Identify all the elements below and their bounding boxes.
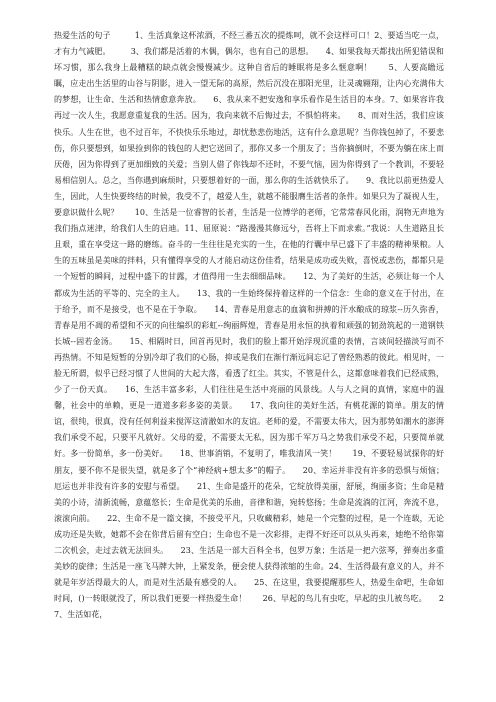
- document-body-text: 热爱生活的句子 1、生活真象这杯浓酒，不经三番五次的提炼呵，就不会这样可口！2、要适当吃一点，才有力气减肥。 3、我们都是活着的木偶，偶尔，也有自己的思想。 4、如果我每天都找出所犯错误和坏习惯，那么我身上最糟糕的缺点就会慢慢减少。这种自省后的睡眠将是多么惬意啊！ 5、人要高瞻远瞩，应走出生活里的山谷与阴影，进入一望无际的高原，然后沉没在那阳光里，让灵魂翱翔，让内心充满伟大的梦想，让生命、生活和热情愈意奔放。 6、我从来不把安逸和享乐看作是生活目的本身。7、如果容许我再过一次人生，我愿意重复我的生活。因为，我向来就不后悔过去，不惧怕将来。 8、而对生活，我们应该快乐。人生在世，也不过百年，不快快乐乐地过，却忧愁悲伤地活，这有什么意思呢？当你钱包掉了，不要悲伤，你只要想到，如果捡到你的钱包的人把它送回了，那你又多一个朋友了；当你摘倒时，不要为躺在床上而厌倦，因为你得到了更加细致的关爱；当别人借了你钱却不还时，不要气恼，因为你得到了一个教训，不要轻易相信别人。总之，当你遇到麻烦时，只要想着好的一面，那么你的生活就快乐了。 9、我比以前更热爱人生，因此，人生快要终结的时候，我受不了，越爱人生，就越不能服膺生活者的条件。如果只为了凝视人生，要意识做什么呢？ 10、生活是一位睿智的长者，生活是一位博学的老师，它常常春风化雨，润物无声地为我们指点迷津，给我们人生的启迪。11、屈原说：“路漫漫其修远兮，吾将上下而求索。”我说：人生道路且长且艰，重在享受这一路的磨练。奋斗的一生往往是充实的一生，在他的行囊中早已盛下了丰盛的精神果粮。人生的五味虽是美味的拌料，只有懂得享受的人才能启动这份佳肴，结果是成功或失败，喜悦或悲伤，都都只是一个短暂的瞬间，过程中盛下的甘露，才值得用一生去细细品味。 12、为了美好的生活，必须让每一个人都成为生活的平等的、完全的主人。 13、我的一生始终保持着这样的一个信念：生命的意义在于付出，在于给予，而不是接受，也不是在于争取。 14、青春是用意志的血滴和拼搏的汗水酿成的琼浆--历久弥香，青春是用不凋的希望和不灭的向往编织的彩虹--绚丽辉煌，青春是用永恒的执着和顽强的韧劲筑起的一道钢铁长城--固若金汤。 15、相隔时日，回首再见时，我们的脸上都开始浮现沉重的表情，言谈间轻描淡写而不再热情。不知是短暂的分别冷却了我们的心肠，抑或是我们在渐行渐远间忘记了曾经熟悉的彼此。相见时，一脸无所谓，似乎已经习惯了人世间的大起大落，看透了红尘。其实，不管是什么，这都意味着我们已经成熟，少了一份天真。 16、生活丰富多彩，人们往往是生活中亮丽的风景线。人与人之间的真情，家庭中的温馨，社会中的单赖，更是一道道多彩多姿的美景。 17、我向往的美好生活，有桃花源的简单。朋友的情谊，很纯，很真，没有任何利益来搅浑这清澈如水的友谊。老师的爱，不需要太伟大，因为那势如潮水的澎湃我们承受不起，只要平凡就好。父母的爱，不需要太无私，因为那千军万马之势我们承受不起，只要简单就好。多一份简单，多一份美好。 18、世事消销，不复明了，唯我清风一笑！ 19、不要轻易试探你的好朋友，要不你不是很失望，就是多了个“神经病+想太多”的帽子。 20、幸运并非没有许多的恐惧与烦恼；厄运也并非没有许多的安慰与希望。 21、生命是盛开的花朵，它绽放得美丽，舒展，绚丽多资；生命是精美的小诗，清新流畅，意蕴悠长；生命是优美的乐曲，音律和谐，宛转悠扬；生命是流淌的江河，奔流不息，滚滚向前。 22、生命不是一篇文摘，不接受平凡，只收藏精彩，她是一个完整的过程，是一个连载，无论成功还是失败，她都不会在你背后留有空白；生命也不是一次彩排，走得不好还可以从头再来，她绝不给你第二次机会，走过去就无法回头。 23、生活是一部大百科全书，包罗万象；生活是一把六弦琴，弹奏出多重美妙的旋律；生活是一座飞马牌大钟，上紧发条，便会使人获得浓缩的生命。24、生活得最有意义的人，并不就是年岁活得最大的人，而是对生活最有感受的人。 25、在这里，我要提醒那些人，热爱生命吧，生命如时间，()一转眼就没了，所以我们更要一样热爱生命！ 26、早起的鸟儿有虫吃，早起的虫儿被鸟吃。 27、生活如花，: [54, 31, 444, 620]
- document-page: [54, 28, 444, 623]
